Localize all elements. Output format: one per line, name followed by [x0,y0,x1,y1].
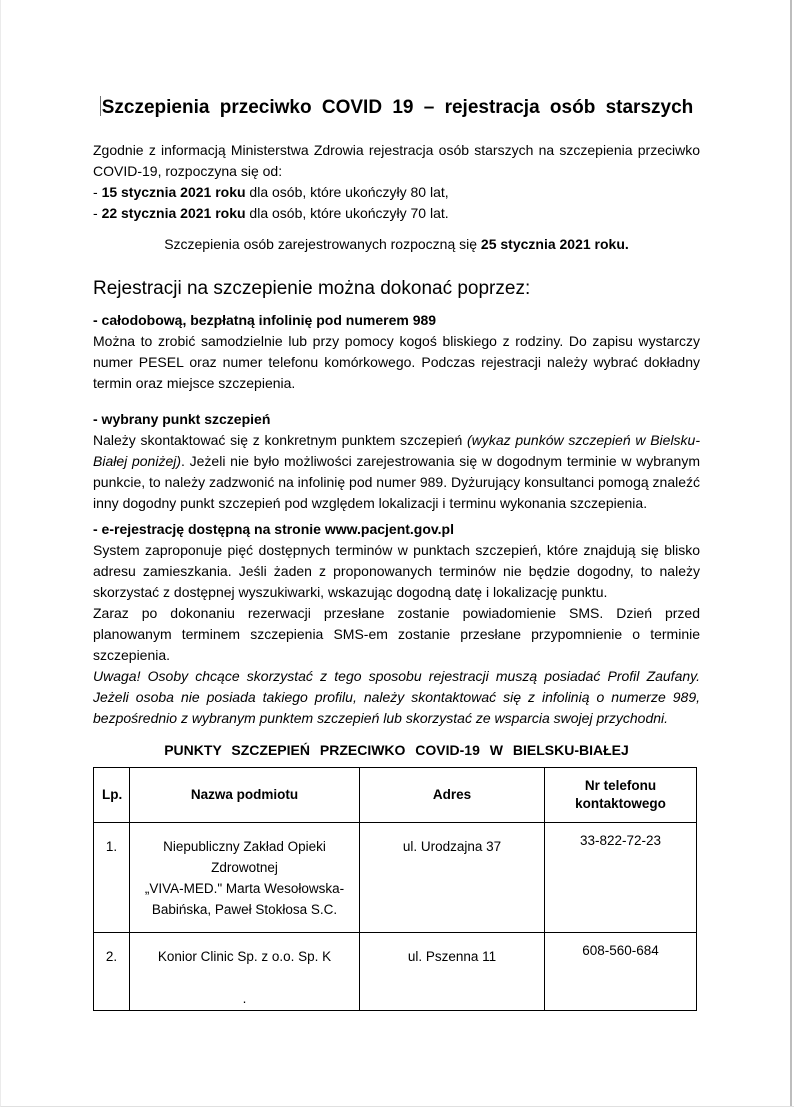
dash: - [93,184,102,200]
registration-heading: Rejestracji na szczepienie można dokonać poprzez: [93,278,531,299]
intro-item-80 [93,182,700,203]
erej-note: Uwaga! Osoby chcące skorzystać z tego sposobu rejestracji muszą posiadać Profil Zaufany. Jeżeli osoba nie posiada takiego profilu, należy skontaktować się z infolinią o numerze 989, bezpośrednio z wybranym punktem szczepień lub skorzystać ze wsparcia swojej przychodni. [93,668,700,726]
eregistration-section [93,519,700,729]
window-right-edge [790,0,792,1106]
point-body [93,430,700,514]
intro-item-70-text: dla osób, które ukończyły 70 lat. [245,205,449,221]
start-date-line [93,234,700,255]
point-body-italic: (wykaz punków szczepień w Bielsku-Białej poniżej) [93,432,701,469]
erej-body-2: Zaraz po dokonaniu rezerwacji przesłane zostanie powiadomienie SMS. Dzień przed planowanym terminem szczepienia SMS-em zostanie przesłane przypomnienie o terminie szczepienia. [93,605,700,663]
name-line-1: Niepubliczny Zakład Opieki Zdrowotnej [163,839,326,875]
name-line-1: Konior Clinic Sp. z o.o. Sp. K [157,949,332,964]
table-cell-name [130,933,360,1011]
hotline-section [93,310,700,394]
hotline-title: - całodobową, bezpłatną infolinię pod numerem 989 [93,312,437,328]
name-line-2: „VIVA-MED." Marta Wesołowska-Babińska, Paweł Stokłosa S.C. [144,881,345,917]
erej-title: - e-rejestrację dostępną na stronie www.pacjent.gov.pl [93,521,454,537]
start-date-bold: 25 stycznia 2021 roku. [480,236,629,252]
vaccination-point-section [93,409,700,514]
table-cell-address: ul. Urodzajna 37 [360,823,545,933]
hotline-body: Można to zrobić samodzielnie lub przy pomocy kogoś bliskiego z rodziny. Do zapisu wystarczy numer PESEL oraz numer telefonu komórkowego. Podczas rejestracji należy wybrać dokładny termin oraz miejsce szczepienia. [93,333,700,391]
table-row [94,823,697,933]
start-date-regular: Szczepienia osób zarejestrowanych rozpoczną się [164,236,481,252]
table-header-row [94,768,697,823]
table-row [94,933,697,1011]
intro-paragraph [93,140,700,182]
vaccination-points-table [93,767,697,1011]
column-header-name: Nazwa podmiotu [130,768,360,823]
text-cursor-caret [100,96,101,116]
dash: - [93,205,102,221]
point-body-start: Należy skontaktować się z konkretnym punktem szczepień [93,432,468,448]
table-cell-lp: 2. [94,933,130,1011]
table-cell-name [130,823,360,933]
point-body-end: . Jeżeli nie było możliwości zarejestrowania się w dogodnym terminie w wybranym punkcie, to należy zadzwonić na infolinię pod numer 989. Dyżurujący konsultanci pomogą znaleźć inny dogodny punkt szczepień pod względem lokalizacji i terminu wykonania szczepienia. [93,453,701,511]
erej-body-1: System zaproponuje pięć dostępnych terminów w punktach szczepień, które znajdują się blisko adresu zamieszkania. Jeśli żaden z proponowanych terminów nie będzie dogodny, to należy skorzystać z dostępnej wyszukiwarki, wskazując dogodną datę i lokalizację punktu. [93,542,700,600]
table-cell-phone: 608-560-684 [545,933,697,1011]
point-title: - wybrany punkt szczepień [93,411,271,427]
intro-item-70 [93,203,700,224]
name-line-2: . [242,991,247,1006]
table-cell-address: ul. Pszenna 11 [360,933,545,1011]
table-cell-lp: 1. [94,823,130,933]
date-70: 22 stycznia 2021 roku [101,205,246,221]
column-header-phone: Nr telefonu kontaktowego [545,768,697,823]
table-cell-phone: 33-822-72-23 [545,823,697,933]
page-title [93,95,700,121]
page-title-text: Szczepienia przeciwko COVID 19 – rejestracja osób starszych [101,97,694,118]
intro-item-80-text: dla osób, które ukończyły 80 lat, [245,184,449,200]
date-80: 15 stycznia 2021 roku [101,184,246,200]
points-table-heading: PUNKTY SZCZEPIEŃ PRZECIWKO COVID-19 W BIELSKU-BIAŁEJ [164,742,629,758]
column-header-lp: Lp. [94,768,130,823]
document-content [1,0,794,1011]
intro-lead: Zgodnie z informacją Ministerstwa Zdrowia rejestracja osób starszych na szczepienia przeciwko COVID-19, rozpoczyna się od: [93,142,700,179]
column-header-address: Adres [360,768,545,823]
